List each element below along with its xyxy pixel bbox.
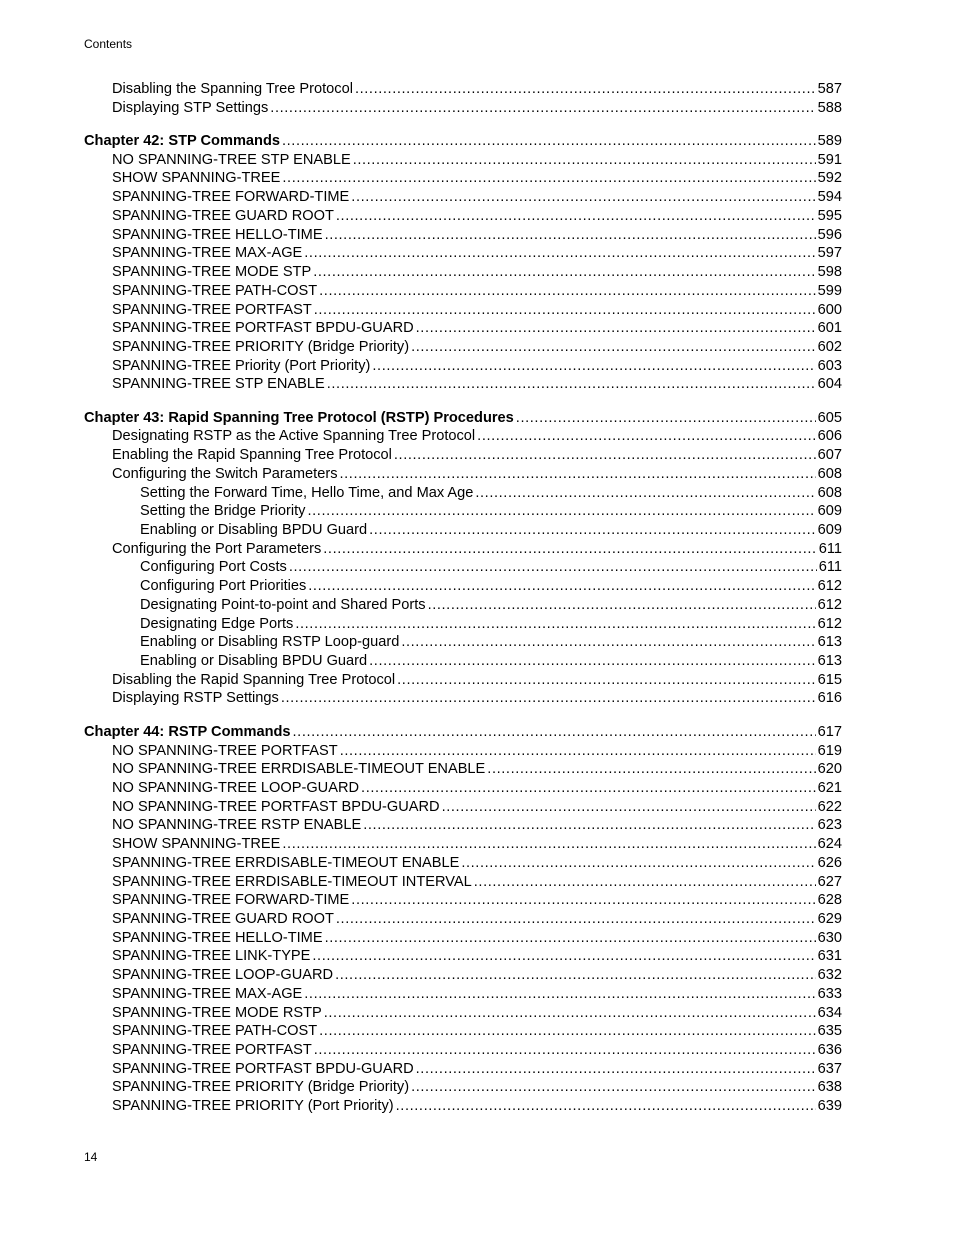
dot-leader — [369, 521, 816, 540]
toc-entry-page: 599 — [817, 282, 842, 299]
toc-entry-title: SPANNING-TREE FORWARD-TIME — [112, 892, 350, 909]
dot-leader — [319, 1022, 816, 1041]
toc-entry[interactable] — [84, 99, 842, 118]
dot-leader — [401, 633, 815, 652]
toc-entry-page: 609 — [817, 522, 842, 538]
toc-entry-page: 617 — [817, 723, 842, 740]
toc-entry-page: 613 — [817, 634, 842, 651]
toc-entry[interactable] — [84, 169, 842, 188]
toc-entry[interactable] — [84, 465, 842, 484]
dot-leader — [282, 169, 815, 188]
toc-entry[interactable] — [84, 652, 842, 671]
toc-entry[interactable] — [84, 835, 842, 854]
dot-leader — [369, 652, 816, 671]
toc-entry-page: 589 — [817, 133, 842, 150]
toc-entry-title: Displaying STP Settings — [112, 99, 269, 116]
toc-entry[interactable] — [84, 798, 842, 817]
toc-entry-page: 634 — [817, 1004, 842, 1021]
toc-entry-page: 628 — [817, 892, 842, 909]
dot-leader — [397, 671, 816, 690]
toc-entry-page: 612 — [817, 578, 842, 595]
dot-leader — [307, 502, 815, 521]
toc-entry-page: 608 — [817, 465, 842, 482]
toc-entry[interactable] — [84, 596, 842, 615]
toc-entry[interactable] — [84, 301, 842, 320]
toc-entry-page: 609 — [817, 503, 842, 520]
toc-entry-page: 591 — [817, 151, 842, 168]
toc-entry[interactable] — [84, 1078, 842, 1097]
toc-entry-title: Displaying RSTP Settings — [112, 690, 279, 707]
toc-entry[interactable] — [84, 446, 842, 465]
toc-entry[interactable] — [84, 188, 842, 207]
toc-entry-title: Enabling the Rapid Spanning Tree Protocol — [112, 447, 392, 464]
toc-entry-title: SPANNING-TREE MODE STP — [112, 264, 312, 281]
toc-entry[interactable] — [84, 966, 842, 985]
toc-entry-title: SPANNING-TREE PRIORITY (Bridge Priority) — [112, 1079, 410, 1096]
toc-entry-title: SPANNING-TREE Priority (Port Priority) — [112, 357, 371, 374]
toc-entry-page: 637 — [817, 1060, 842, 1077]
dot-leader — [282, 835, 815, 854]
dot-leader — [351, 891, 815, 910]
toc-entry-page: 601 — [817, 320, 842, 337]
toc-entry[interactable] — [84, 151, 842, 170]
toc-entry-page: 619 — [817, 742, 842, 759]
dot-leader — [324, 1004, 816, 1023]
toc-entry[interactable] — [84, 484, 842, 503]
toc-entry-page: 607 — [817, 447, 842, 464]
toc-entry-page: 621 — [817, 779, 842, 796]
dot-leader — [314, 1041, 816, 1060]
toc-entry-title: Designating Point-to-point and Shared Ports — [140, 596, 426, 613]
toc-entry[interactable] — [84, 615, 842, 634]
toc-entry-page: 602 — [817, 338, 842, 355]
toc-entry-title: SPANNING-TREE ERRDISABLE-TIMEOUT ENABLE — [112, 854, 460, 871]
dot-leader — [336, 207, 816, 226]
toc-entry-title: Designating Edge Ports — [140, 615, 294, 632]
toc-entry-page: 594 — [817, 189, 842, 206]
dot-leader — [325, 226, 816, 245]
toc-entry[interactable] — [84, 319, 842, 338]
dot-leader — [325, 929, 816, 948]
toc-entry-page: 603 — [817, 357, 842, 374]
toc-entry-title: NO SPANNING-TREE PORTFAST — [112, 742, 338, 759]
toc-entry-title: SPANNING-TREE STP ENABLE — [112, 376, 325, 393]
toc-entry-page: 615 — [817, 671, 842, 688]
dot-leader — [416, 319, 816, 338]
toc-entry-page: 587 — [817, 81, 842, 97]
toc-entry-page: 611 — [818, 540, 842, 557]
dot-leader — [314, 301, 816, 320]
toc-entry[interactable] — [84, 816, 842, 835]
dot-leader — [428, 596, 816, 615]
toc-entry-page: 612 — [817, 596, 842, 613]
toc-entry[interactable] — [84, 760, 842, 779]
toc-entry-title: NO SPANNING-TREE LOOP-GUARD — [112, 779, 360, 796]
dot-leader — [319, 282, 816, 301]
toc-entry[interactable] — [84, 521, 842, 540]
toc-entry-title: Enabling or Disabling RSTP Loop-guard — [140, 634, 400, 651]
page-number: 14 — [84, 1150, 98, 1164]
toc-entry-title: NO SPANNING-TREE PORTFAST BPDU-GUARD — [112, 798, 440, 815]
toc-entry-title: SPANNING-TREE PORTFAST — [112, 1042, 312, 1058]
toc-entry-page: 605 — [817, 409, 842, 426]
dot-leader — [353, 151, 816, 170]
toc-entry[interactable] — [84, 1004, 842, 1023]
toc-entry-title: SPANNING-TREE ERRDISABLE-TIMEOUT INTERVAL — [112, 873, 472, 890]
toc-entry[interactable] — [84, 80, 842, 99]
toc-entry[interactable] — [84, 1041, 842, 1060]
toc-chapter-entry[interactable] — [84, 409, 842, 428]
toc-entry[interactable] — [84, 929, 842, 948]
toc-entry[interactable] — [84, 207, 842, 226]
toc-entry[interactable] — [84, 427, 842, 446]
dot-leader — [323, 540, 816, 559]
toc-entry-page: 588 — [817, 99, 842, 116]
dot-leader — [477, 427, 815, 446]
toc-entry-title: SPANNING-TREE GUARD ROOT — [112, 207, 334, 224]
dot-leader — [487, 760, 815, 779]
dot-leader — [336, 910, 816, 929]
toc-entry[interactable] — [84, 357, 842, 376]
toc-entry[interactable] — [84, 558, 842, 577]
toc-entry-title: Enabling or Disabling BPDU Guard — [140, 522, 368, 538]
toc-entry[interactable] — [84, 1060, 842, 1079]
toc-entry-title: Configuring Port Costs — [140, 559, 287, 576]
toc-entry-page: 622 — [817, 798, 842, 815]
toc-entry[interactable] — [84, 244, 842, 263]
dot-leader — [475, 484, 815, 503]
dot-leader — [396, 1097, 816, 1116]
toc-entry-page: 629 — [817, 910, 842, 927]
dot-leader — [293, 723, 816, 742]
dot-leader — [516, 409, 816, 428]
toc-entry-page: 623 — [817, 817, 842, 834]
dot-leader — [270, 99, 815, 118]
toc-entry[interactable] — [84, 375, 842, 394]
toc-entry-page: 613 — [817, 653, 842, 670]
toc-entry-page: 592 — [817, 170, 842, 187]
toc-entry-title: SPANNING-TREE FORWARD-TIME — [112, 189, 350, 206]
toc-chapter-entry[interactable] — [84, 723, 842, 742]
toc-entry-title: SHOW SPANNING-TREE — [112, 170, 281, 187]
toc-entry[interactable] — [84, 577, 842, 596]
toc-entry-page: 600 — [817, 301, 842, 318]
toc-entry-title: Configuring Port Priorities — [140, 578, 307, 595]
dot-leader — [416, 1060, 816, 1079]
toc-entry-page: 595 — [817, 207, 842, 224]
toc-entry-page: 630 — [817, 929, 842, 946]
dot-leader — [304, 985, 815, 1004]
toc-entry-title: Setting the Bridge Priority — [140, 503, 306, 520]
toc-entry-page: 620 — [817, 761, 842, 778]
dot-leader — [313, 263, 815, 282]
toc-entry-page: 608 — [817, 484, 842, 501]
toc-entry-title: Chapter 44: RSTP Commands — [84, 723, 291, 740]
dot-leader — [281, 689, 816, 708]
toc-entry[interactable] — [84, 226, 842, 245]
dot-leader — [394, 446, 816, 465]
toc-entry-title: SPANNING-TREE PORTFAST BPDU-GUARD — [112, 1060, 414, 1077]
toc-entry[interactable] — [84, 338, 842, 357]
toc-entry-page: 624 — [817, 836, 842, 853]
dot-leader — [308, 577, 815, 596]
toc-chapter-entry[interactable] — [84, 132, 842, 151]
toc-entry-title: SPANNING-TREE MAX-AGE — [112, 245, 303, 262]
dot-leader — [282, 132, 816, 151]
toc-entry-page: 626 — [817, 854, 842, 871]
dot-leader — [363, 816, 815, 835]
toc-entry[interactable] — [84, 1097, 842, 1116]
toc-entry[interactable] — [84, 742, 842, 761]
toc-entry-title: Configuring the Switch Parameters — [112, 465, 338, 482]
toc-entry[interactable] — [84, 671, 842, 690]
toc-entry-title: SPANNING-TREE PORTFAST — [112, 301, 312, 318]
toc-entry-page: 627 — [817, 873, 842, 890]
toc-entry[interactable] — [84, 947, 842, 966]
toc-entry[interactable] — [84, 910, 842, 929]
dot-leader — [442, 798, 816, 817]
toc-entry-title: NO SPANNING-TREE ERRDISABLE-TIMEOUT ENABLE — [112, 761, 486, 778]
dot-leader — [327, 375, 816, 394]
toc-entry-page: 638 — [817, 1079, 842, 1096]
toc-entry[interactable] — [84, 633, 842, 652]
toc-entry[interactable] — [84, 985, 842, 1004]
toc-entry-page: 639 — [817, 1098, 842, 1115]
dot-leader — [340, 465, 816, 484]
toc-entry-title: Designating RSTP as the Active Spanning Tree Protocol — [112, 428, 476, 445]
dot-leader — [411, 1078, 816, 1097]
toc-entry-title: SPANNING-TREE PORTFAST BPDU-GUARD — [112, 320, 414, 337]
toc-entry-title: SPANNING-TREE MAX-AGE — [112, 985, 303, 1002]
toc-entry-title: SPANNING-TREE HELLO-TIME — [112, 929, 323, 946]
toc-entry[interactable] — [84, 891, 842, 910]
dot-leader — [304, 244, 815, 263]
dot-leader — [351, 188, 815, 207]
toc-entry-title: SPANNING-TREE PATH-COST — [112, 282, 318, 299]
toc-entry-title: Disabling the Rapid Spanning Tree Protocol — [112, 671, 396, 688]
dot-leader — [411, 338, 816, 357]
toc-entry-page: 596 — [817, 226, 842, 243]
dot-leader — [289, 558, 817, 577]
toc-entry-page: 598 — [817, 264, 842, 281]
toc-entry-page: 616 — [817, 690, 842, 707]
toc-entry-title: SPANNING-TREE PRIORITY (Bridge Priority) — [112, 338, 410, 355]
toc-entry-page: 636 — [817, 1042, 842, 1058]
toc-entry-title: Enabling or Disabling BPDU Guard — [140, 653, 368, 670]
running-header: Contents — [84, 37, 133, 51]
toc-entry-title: Chapter 42: STP Commands — [84, 133, 280, 150]
toc-entry-title: SPANNING-TREE PRIORITY (Port Priority) — [112, 1098, 394, 1115]
toc-entry-page: 611 — [818, 559, 842, 576]
toc-entry-page: 633 — [817, 985, 842, 1002]
toc-entry-title: NO SPANNING-TREE RSTP ENABLE — [112, 817, 362, 834]
toc-entry-title: Setting the Forward Time, Hello Time, and Max Age — [140, 484, 474, 501]
toc-entry-title: SHOW SPANNING-TREE — [112, 836, 281, 853]
toc-entry-title: Configuring the Port Parameters — [112, 540, 322, 557]
toc-entry[interactable] — [84, 873, 842, 892]
toc-entry-title: Chapter 43: Rapid Spanning Tree Protocol (RSTP) Procedures — [84, 409, 514, 426]
toc-entry-page: 597 — [817, 245, 842, 262]
toc-entry-page: 631 — [817, 948, 842, 965]
toc-entry-title: SPANNING-TREE LOOP-GUARD — [112, 967, 334, 984]
toc-entry-page: 604 — [817, 376, 842, 393]
dot-leader — [295, 615, 815, 634]
toc-entry[interactable] — [84, 282, 842, 301]
dot-leader — [461, 854, 815, 873]
toc-entry-page: 606 — [817, 428, 842, 445]
toc-entry-title: SPANNING-TREE MODE RSTP — [112, 1004, 322, 1021]
toc-entry-title: SPANNING-TREE HELLO-TIME — [112, 226, 323, 243]
toc-entry[interactable] — [84, 263, 842, 282]
toc-entry-page: 635 — [817, 1023, 842, 1040]
dot-leader — [312, 947, 815, 966]
toc-entry-title: SPANNING-TREE PATH-COST — [112, 1023, 318, 1040]
toc-entry[interactable] — [84, 540, 842, 559]
dot-leader — [335, 966, 816, 985]
toc-entry-title: SPANNING-TREE LINK-TYPE — [112, 948, 311, 965]
toc-entry-title: Disabling the Spanning Tree Protocol — [112, 81, 353, 97]
table-of-contents — [84, 80, 842, 1116]
dot-leader — [340, 742, 816, 761]
toc-entry-title: NO SPANNING-TREE STP ENABLE — [112, 151, 351, 168]
toc-entry-page: 612 — [817, 615, 842, 632]
dot-leader — [361, 779, 816, 798]
toc-entry-page: 632 — [817, 967, 842, 984]
toc-entry[interactable] — [84, 689, 842, 708]
toc-entry[interactable] — [84, 1022, 842, 1041]
dot-leader — [372, 357, 815, 376]
toc-entry-title: SPANNING-TREE GUARD ROOT — [112, 910, 334, 927]
toc-entry[interactable] — [84, 502, 842, 521]
toc-entry[interactable] — [84, 779, 842, 798]
dot-leader — [474, 873, 816, 892]
toc-entry[interactable] — [84, 854, 842, 873]
dot-leader — [355, 80, 816, 99]
